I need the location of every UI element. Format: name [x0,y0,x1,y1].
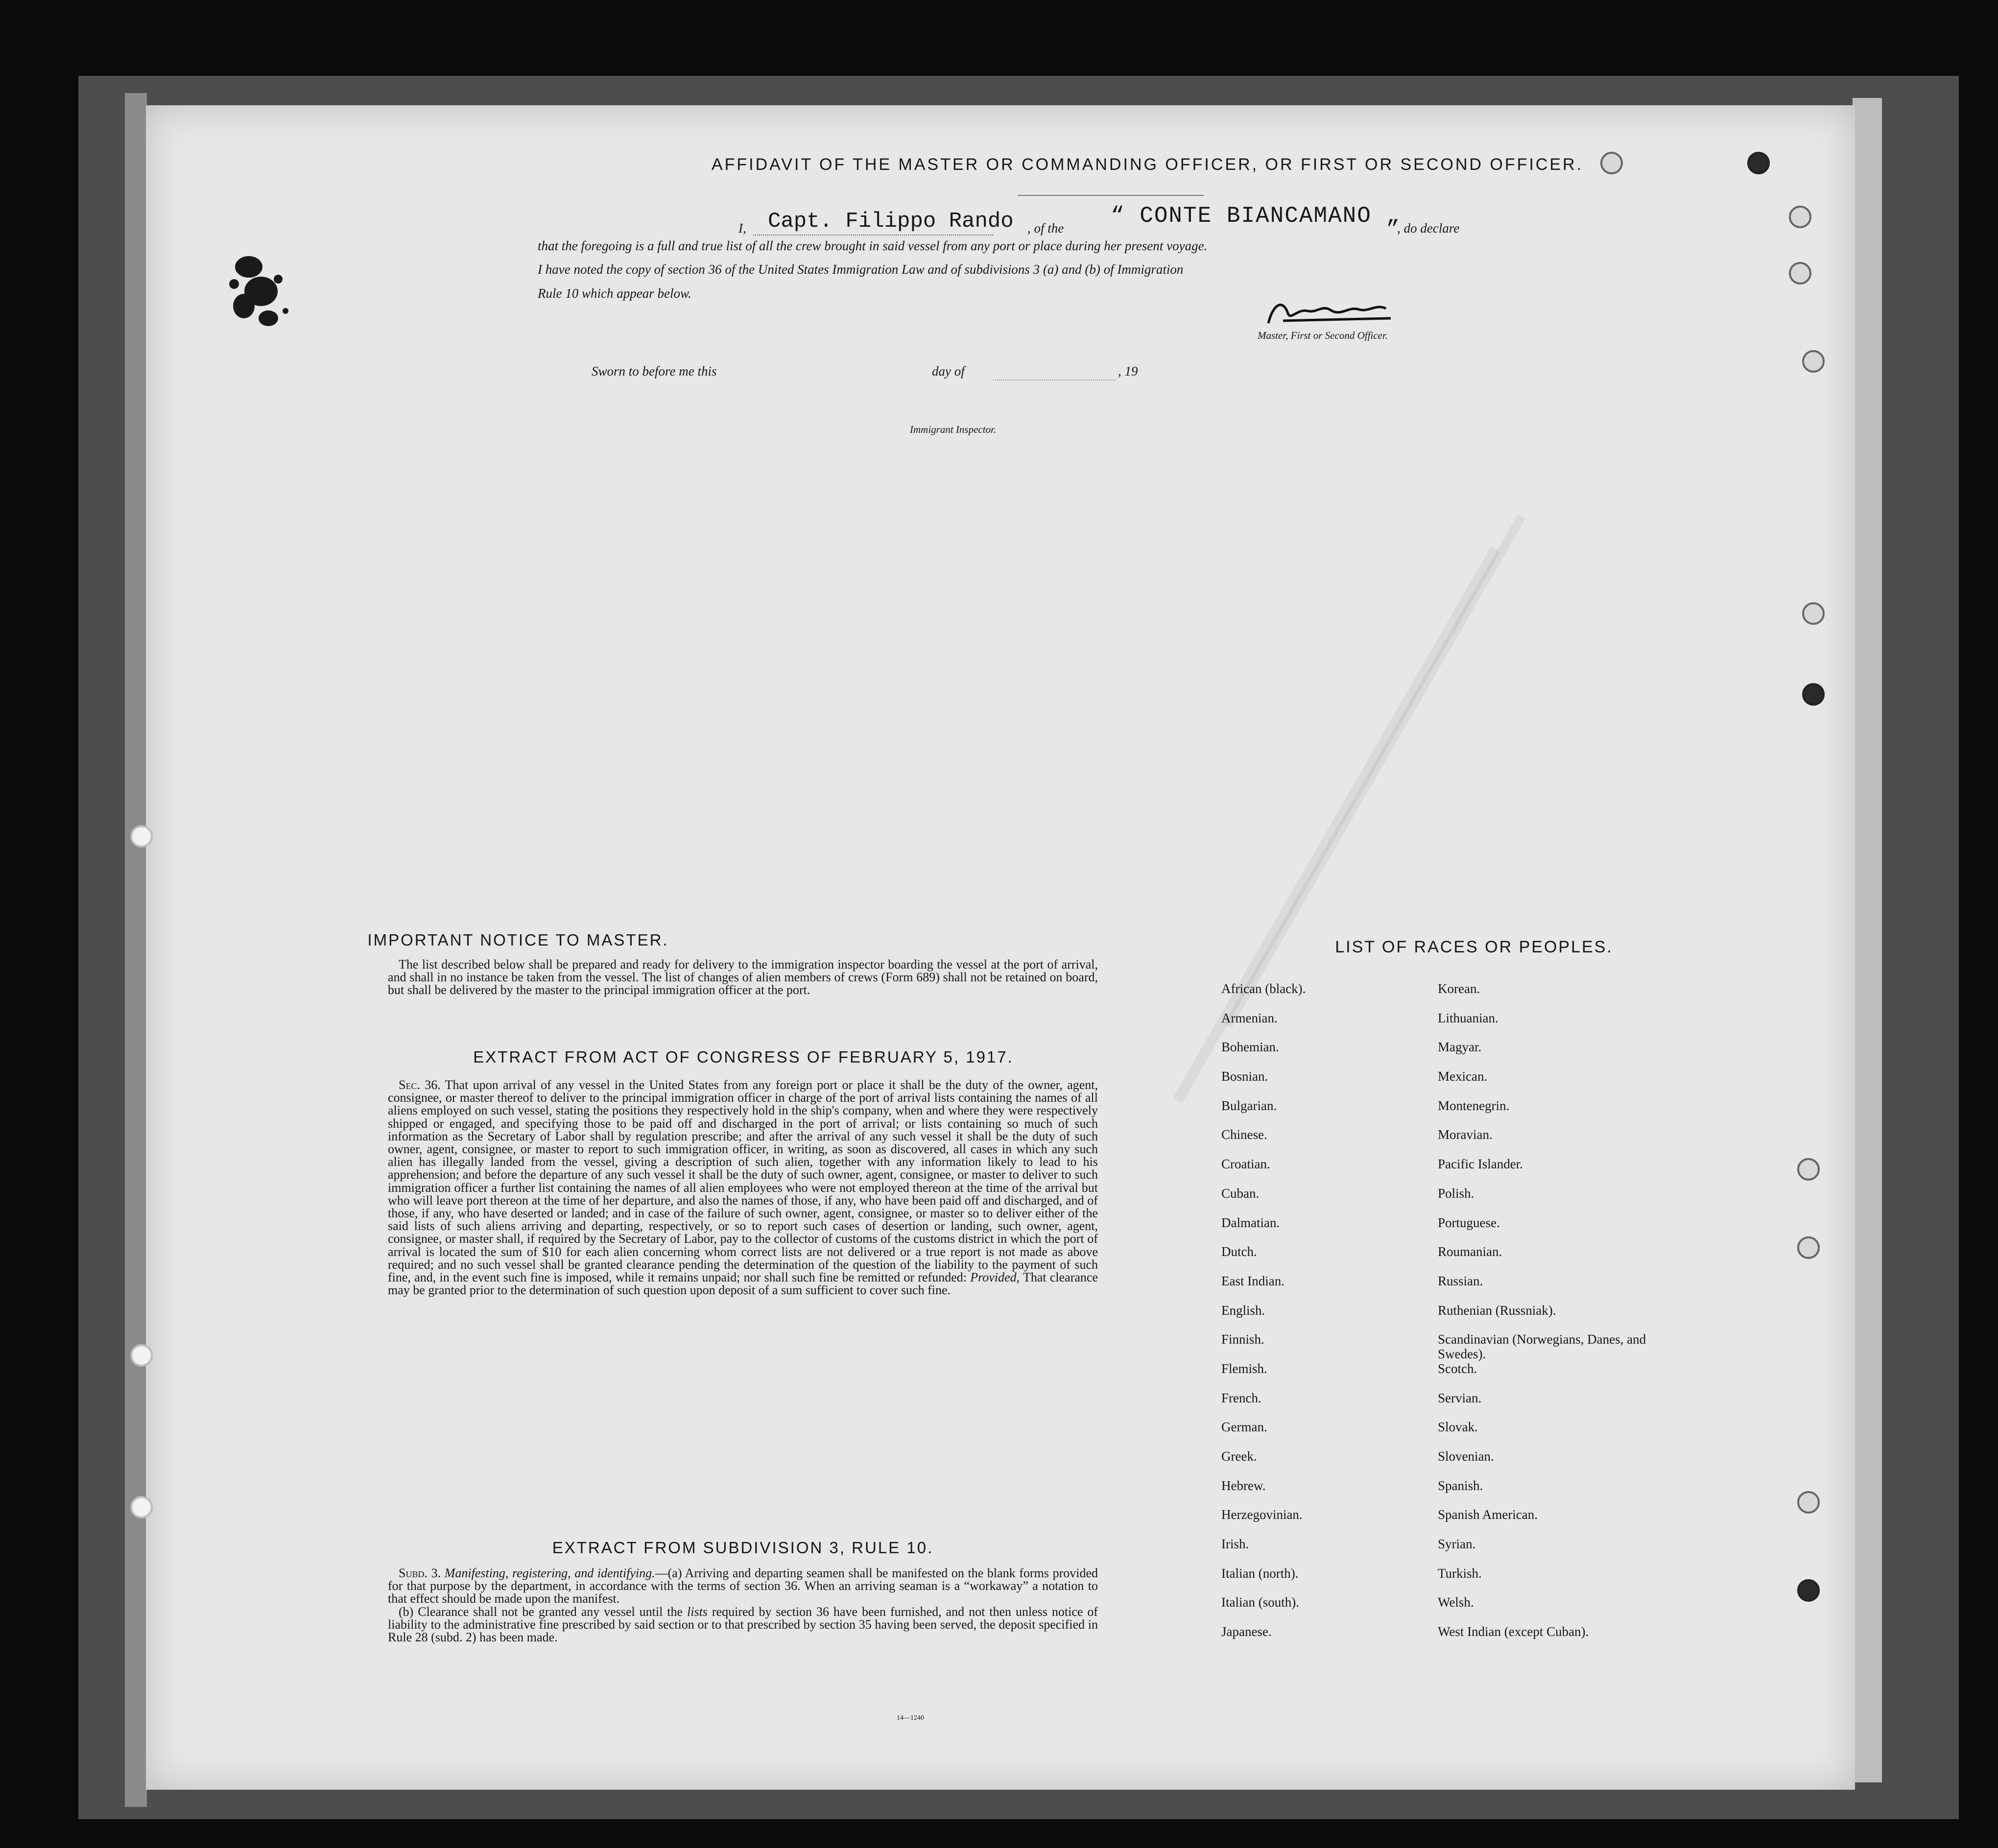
binder-hole-icon [1797,1236,1820,1259]
binder-hole-icon [130,825,153,848]
binder-hole-icon [130,1344,153,1367]
divider [1018,195,1204,196]
race-item: Scandinavian (Norwegians, Danes, and Swedes). [1438,1332,1646,1361]
race-item: Dalmatian. [1221,1215,1280,1230]
race-item: Syrian. [1438,1537,1476,1552]
race-item: Croatian. [1221,1157,1270,1172]
of-the-label: , of the [1027,221,1064,236]
extract-rule-text [388,1567,1098,1644]
section-36-end: That clearance may be granted prior to the determination of such question upon deposit of a sum sufficient to cover such fine. [388,1270,1098,1298]
extract-act-text [388,1079,1098,1297]
race-item: Italian (south). [1221,1595,1299,1610]
races-heading: LIST OF RACES OR PEOPLES. [1335,938,1613,956]
extract-act-heading: EXTRACT FROM ACT OF CONGRESS OF FEBRUARY 5, 1917. [473,1048,1014,1066]
race-item: Slovenian. [1438,1449,1494,1464]
race-item: Armenian. [1221,1010,1278,1025]
races-list-left [1221,982,1432,1654]
race-item: Portuguese. [1438,1215,1500,1230]
binder-hole-icon [1802,350,1825,373]
race-item: Scotch. [1438,1361,1477,1376]
affidavit-title: AFFIDAVIT OF THE MASTER OR COMMANDING OFFICER, OR FIRST OR SECOND OFFICER. [711,155,1584,174]
race-item: Herzegovinian. [1221,1507,1303,1522]
day-of-label: day of [932,364,965,379]
race-item: Moravian. [1438,1127,1493,1142]
race-item: Bosnian. [1221,1069,1268,1084]
vessel-name: “ CONTE BIANCAMANO „ [1111,203,1401,229]
race-item: Italian (north). [1221,1565,1299,1581]
race-item: Ruthenian (Russniak). [1438,1303,1556,1318]
race-item: Montenegrin. [1438,1098,1510,1113]
race-item: Turkish. [1438,1565,1482,1581]
year-label: , 19 [1118,364,1138,379]
binder-hole-icon [1747,152,1770,174]
notice-text [388,958,1098,997]
declaration-body-3: I have noted the copy of section 36 of the United States Immigration Law and of subdivisions 3 (a) and (b) of Immigration [538,262,1184,277]
binder-hole-icon [130,1496,153,1518]
extract-rule-heading: EXTRACT FROM SUBDIVISION 3, RULE 10. [552,1539,934,1557]
race-item: Polish. [1438,1185,1475,1201]
race-item: French. [1221,1390,1261,1405]
race-item: English. [1221,1303,1265,1318]
subd-para-b-start: (b) Clearance shall not be granted any vessel until the [399,1604,683,1619]
race-item: Russian. [1438,1273,1483,1288]
race-item: Chinese. [1221,1127,1267,1142]
race-item: Greek. [1221,1449,1257,1464]
race-item: Servian. [1438,1390,1482,1405]
race-item: Flemish. [1221,1361,1267,1376]
race-item: Spanish American. [1438,1507,1538,1522]
race-item: Finnish. [1221,1332,1264,1347]
officer-caption: Master, First or Second Officer. [1258,330,1388,341]
race-item: Cuban. [1221,1185,1260,1201]
race-item: Roumanian. [1438,1244,1502,1259]
race-item: Pacific Islander. [1438,1157,1523,1172]
form-code: 14—1240 [897,1714,924,1722]
race-item: Irish. [1221,1537,1249,1552]
name-underline [753,235,993,236]
inspector-caption: Immigrant Inspector. [910,424,997,435]
race-item: Japanese. [1221,1624,1272,1639]
race-item: West Indian (except Cuban). [1438,1624,1589,1639]
master-name: Capt. Filippo Rando [768,209,1014,234]
race-item: Bohemian. [1221,1040,1279,1055]
binder-hole-icon [1802,683,1825,706]
do-declare-label: , do declare [1397,221,1460,236]
binder-hole-icon [1789,262,1811,284]
section-36-text: That upon arrival of any vessel in the United States from any foreign port or place it shall be the duty of the owner, agent, consignee, or master thereof to deliver to the principal immigration officer in charge of the port of arrival lists containing the names of all aliens employed on such vessel, stating the positions they respectively hold in the ship's company, when and where they were respectively shipped or engaged, and specifying those to be paid off and discharged in the port of arrival; or lists containing so much of such information as the Secretary of Labor shall by regulation prescribe; and after the arrival of any such vessel it shall be the duty of such owner, agent, consignee, or master to report to such immigration officer, in writing, as soon as discovered, all cases in which any such alien has illegally landed from the vessel, giving a description of such alien, together with any information likely to lead to his apprehension; and before the departure of any such vessel it shall be the duty of such owner, agent, consignee, or master to deliver to such immigration officer a further list containing the names of all alien employees who were not employed thereon at the time of the arrival but who will leave port thereon at the time of her departure, and also the names of those, if any, who have been paid off and discharged, and of those, if any, who have deserted or landed; and in case of the failure of such owner, agent, consignee, or master so to deliver either of the said lists of such aliens arriving and departing, respectively, or so to report such cases of desertion or landing, such owner, agent, consignee, or master shall, if required by the Secretary of Labor, pay to the collector of customs of the customs district in which the port of arrival is located the sum of $10 for each alien concerning whom correct lists are not delivered or a true report is not made as above required; and no such vessel shall be granted clearance pending the determination of the question of the liability to the payment of such fine, and, in the event such fine is imposed, while it remains unpaid; nor shall such fine be remitted or refunded: [388,1078,1098,1285]
race-item: Bulgarian. [1221,1098,1277,1113]
race-item: Slovak. [1438,1420,1478,1435]
date-field-line [993,379,1116,380]
subd-para-a: —(a) Arriving and departing seamen shall be manifested on the blank forms provided for that purpose by the department, in accordance with the terms of section 36. When an arriving seaman is a “workaway” a notation to that effect should be made upon the manifest. [388,1566,1098,1606]
notice-heading: IMPORTANT NOTICE TO MASTER. [367,931,669,949]
binder-hole-icon [1797,1158,1820,1181]
page-edge-left [125,93,147,1807]
page-edge-right [1851,98,1882,1782]
document-page [146,105,1855,1790]
handwritten-signature [1263,294,1410,333]
subd-para-b-rest: required by section 36 have been furnished, and not then unless notice of liability to the administrative fine prescribed by said section or to that prescribed by section 35 having been served, the deposit specified in Rule 28 (subd. 2) has been made. [388,1604,1098,1645]
declaration-body-2: that the foregoing is a full and true list of all the crew brought in said vessel from any port or place during her present voyage. [538,238,1208,253]
ink-stamp-icon [214,237,298,335]
declaration-body-4: Rule 10 which appear below. [538,286,691,301]
sworn-label: Sworn to before me this [592,364,717,379]
race-item: German. [1221,1420,1267,1435]
provided-label: Provided, [970,1270,1020,1285]
race-item: Spanish. [1438,1478,1483,1493]
races-list-right [1438,982,1663,1654]
i-label: I, [738,221,746,236]
race-item: East Indian. [1221,1273,1284,1288]
binder-hole-icon [1802,602,1825,625]
subd-label: Subd. 3. [399,1566,441,1580]
notice-paragraph: The list described below shall be prepared and ready for delivery to the immigration inspector boarding the vessel at the port of arrival, and shall in no instance be taken from the vessel. The list of changes of alien members of crews (Form 689) shall not be retained on board, but shall be delivered by the master to the principal immigration officer at the port. [388,957,1098,997]
binder-hole-icon [1797,1491,1820,1514]
race-item: Korean. [1438,981,1480,996]
race-item: Magyar. [1438,1040,1482,1055]
race-item: Dutch. [1221,1244,1257,1259]
race-item: African (black). [1221,981,1306,996]
race-item: Hebrew. [1221,1478,1266,1493]
section-label: Sec. 36. [399,1078,441,1092]
race-item: Mexican. [1438,1069,1488,1084]
race-item: Welsh. [1438,1595,1474,1610]
race-item: Lithuanian. [1438,1010,1498,1025]
binder-hole-icon [1789,206,1811,228]
binder-hole-icon [1797,1579,1820,1602]
subd-lists-word: lists [687,1604,708,1619]
subd-title: Manifesting, registering, and identifying. [444,1566,655,1580]
